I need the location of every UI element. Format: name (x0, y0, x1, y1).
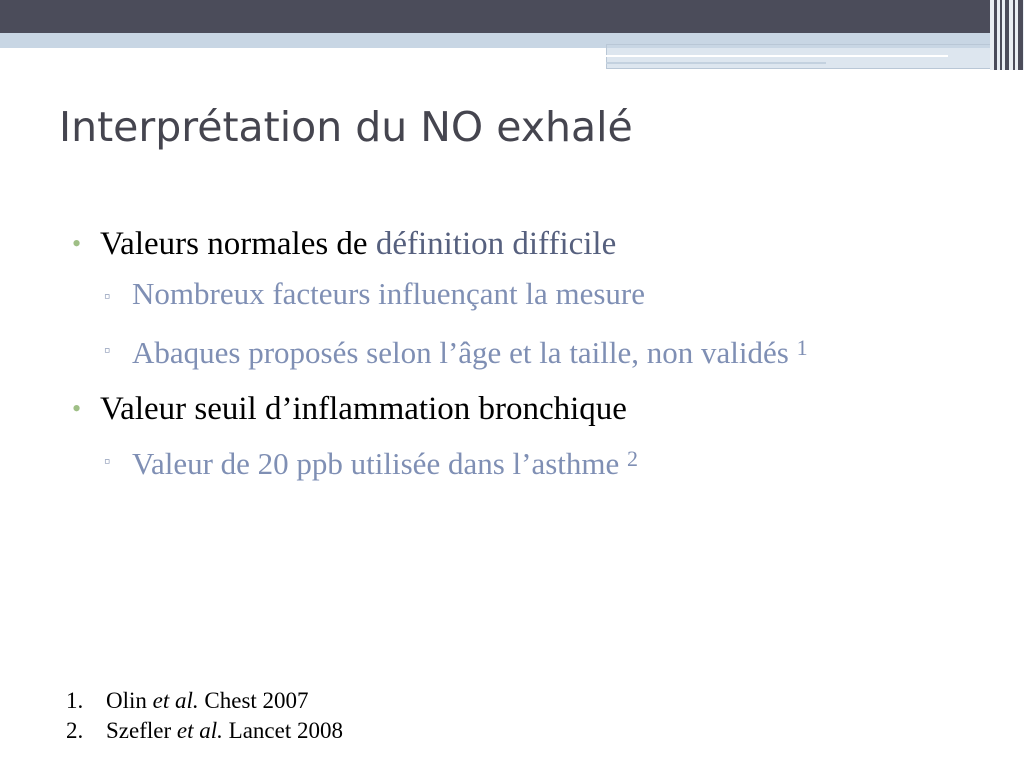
reference-source: Lancet 2008 (222, 718, 343, 743)
header-vertical-bar (1018, 0, 1023, 70)
slide-title: Interprétation du NO exhalé (59, 103, 633, 151)
bullet-dot-icon: • (72, 394, 82, 423)
square-bullet-icon: ▫ (104, 340, 111, 360)
sub-bullet-20ppb (104, 439, 892, 484)
square-bullet-icon: ▫ (104, 286, 111, 306)
bullet-normal-values (72, 222, 972, 266)
bullet-highlight: définition difficile (375, 226, 617, 262)
bullet-threshold (72, 387, 972, 431)
reference-number: 2. (66, 718, 84, 743)
reference-author: Olin (106, 688, 153, 713)
square-bullet-icon: ▫ (104, 451, 111, 471)
reference-item (66, 716, 343, 746)
bullet-text: Valeurs normales de (100, 226, 376, 262)
sub-bullet-factors (104, 274, 892, 314)
references (66, 686, 343, 746)
reference-etal: et al. (176, 718, 223, 743)
header-vertical-bar (1005, 0, 1009, 70)
header-vertical-bar (994, 0, 997, 70)
header-gap (0, 48, 606, 50)
sub-bullet-text: Abaques proposés selon l’âge et la taille, non validés (132, 335, 797, 370)
reference-author: Szefler (106, 718, 177, 743)
sub-bullet-text: Valeur de 20 ppb utilisée dans l’asthme (132, 446, 628, 481)
header-vertical-bar (1013, 0, 1015, 70)
sub-bullet-text: Nombreux facteurs influençant la mesure (132, 276, 646, 311)
reference-source: Chest 2007 (198, 688, 309, 713)
reference-item (66, 686, 343, 716)
header-line-secondary (606, 62, 826, 64)
header-vertical-bar (1000, 0, 1002, 70)
header-line (606, 55, 948, 57)
bullet-dot-icon: • (72, 229, 82, 258)
reference-etal: et al. (152, 688, 199, 713)
header-dark-band (0, 0, 990, 33)
bullet-text: Valeur seuil d’inflammation bronchique (100, 391, 627, 427)
footnote-marker: 2 (627, 446, 639, 471)
slide-body (72, 222, 972, 498)
reference-number: 1. (66, 688, 84, 713)
sub-bullet-abaques (104, 328, 892, 373)
footnote-marker: 1 (796, 335, 808, 360)
